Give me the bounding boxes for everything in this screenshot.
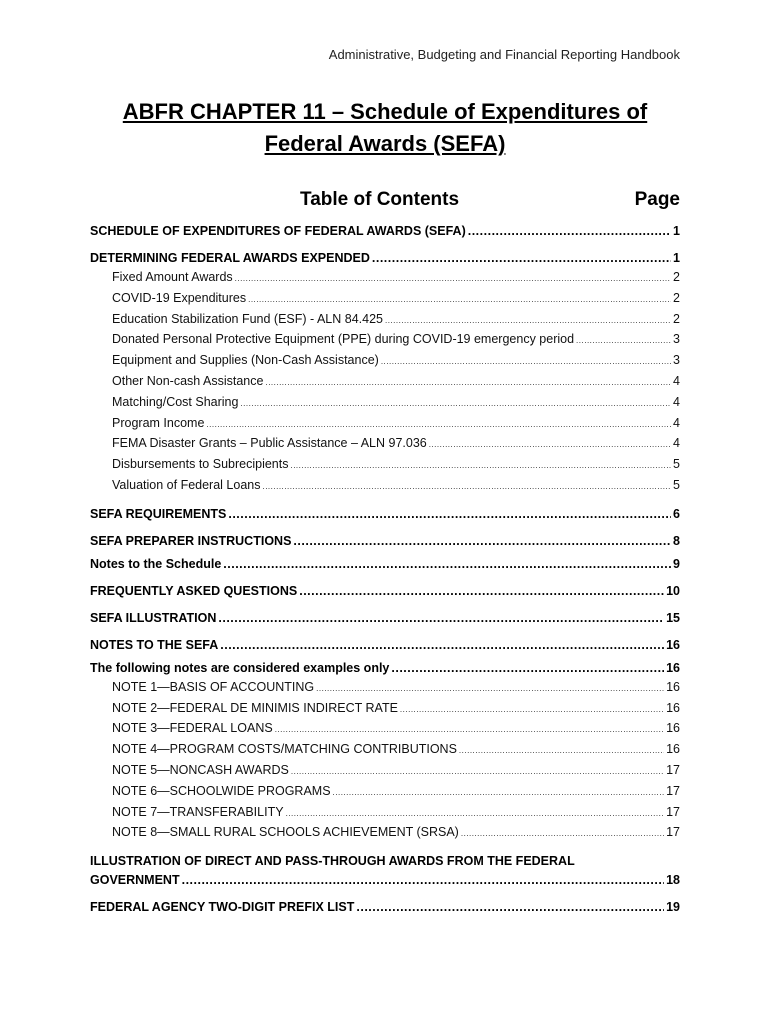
toc-subentry[interactable]: NOTE 6—SCHOOLWIDE PROGRAMS ..... 17 bbox=[90, 782, 680, 803]
toc-page-heading: Page bbox=[634, 189, 680, 210]
toc-subentry[interactable]: Matching/Cost Sharing ..... 4 bbox=[90, 393, 680, 414]
toc-entry[interactable]: NOTES TO THE SEFA ..... 16 bbox=[90, 636, 680, 655]
toc-entry[interactable]: FEDERAL AGENCY TWO-DIGIT PREFIX LIST ..... 19 bbox=[90, 898, 680, 917]
toc-entry-multiline[interactable] bbox=[90, 852, 680, 890]
toc-subentry[interactable]: Valuation of Federal Loans ..... 5 bbox=[90, 476, 680, 497]
toc-subentry[interactable]: NOTE 8—SMALL RURAL SCHOOLS ACHIEVEMENT (SRSA) ..... 17 bbox=[90, 823, 680, 844]
toc-entry[interactable]: SEFA PREPARER INSTRUCTIONS ..... 8 bbox=[90, 532, 680, 551]
toc-subentry[interactable]: Fixed Amount Awards ..... 2 bbox=[90, 268, 680, 289]
toc-entry[interactable]: SCHEDULE OF EXPENDITURES OF FEDERAL AWARDS (SEFA) ..... 1 bbox=[90, 222, 680, 241]
toc-subentry[interactable]: Disbursements to Subrecipients ..... 5 bbox=[90, 455, 680, 476]
toc-subentry[interactable]: Donated Personal Protective Equipment (PPE) during COVID-19 emergency period ..... 3 bbox=[90, 330, 680, 351]
chapter-title-line-1: ABFR CHAPTER 11 – Schedule of Expenditures of bbox=[122, 99, 648, 124]
toc-entry[interactable]: DETERMINING FEDERAL AWARDS EXPENDED ..... 1 bbox=[90, 249, 680, 268]
chapter-title bbox=[0, 96, 770, 160]
toc-entry[interactable]: The following notes are considered examples only ..... 16 bbox=[90, 659, 680, 678]
toc-subentry[interactable]: NOTE 1—BASIS OF ACCOUNTING ..... 16 bbox=[90, 678, 680, 699]
running-header: Administrative, Budgeting and Financial Reporting Handbook bbox=[328, 47, 680, 62]
toc-subentry[interactable]: FEMA Disaster Grants – Public Assistance – ALN 97.036 ..... 4 bbox=[90, 434, 680, 455]
table-of-contents bbox=[90, 222, 680, 917]
toc-subentry[interactable]: NOTE 4—PROGRAM COSTS/MATCHING CONTRIBUTIONS ..... 16 bbox=[90, 740, 680, 761]
toc-entry-line-2: GOVERNMENT bbox=[90, 873, 180, 888]
toc-subentry[interactable]: NOTE 3—FEDERAL LOANS ..... 16 bbox=[90, 719, 680, 740]
toc-subentry[interactable]: NOTE 5—NONCASH AWARDS ..... 17 bbox=[90, 761, 680, 782]
toc-entry[interactable]: SEFA ILLUSTRATION ..... 15 bbox=[90, 609, 680, 628]
toc-entry[interactable]: FREQUENTLY ASKED QUESTIONS ..... 10 bbox=[90, 582, 680, 601]
toc-subentry[interactable]: Equipment and Supplies (Non-Cash Assistance) ..... 3 bbox=[90, 351, 680, 372]
chapter-title-line-2: Federal Awards (SEFA) bbox=[264, 131, 506, 156]
toc-entry[interactable]: SEFA REQUIREMENTS ..... 6 bbox=[90, 505, 680, 524]
toc-subentry[interactable]: NOTE 7—TRANSFERABILITY ..... 17 bbox=[90, 803, 680, 824]
toc-subentry[interactable]: Program Income ..... 4 bbox=[90, 414, 680, 435]
toc-entry-line-1: ILLUSTRATION OF DIRECT AND PASS-THROUGH AWARDS FROM THE FEDERAL bbox=[90, 854, 575, 869]
toc-entry[interactable]: Notes to the Schedule ..... 9 bbox=[90, 555, 680, 574]
toc-heading-label: Table of Contents bbox=[300, 189, 460, 210]
toc-subentry[interactable]: NOTE 2—FEDERAL DE MINIMIS INDIRECT RATE ..... 16 bbox=[90, 699, 680, 720]
toc-subentry[interactable]: Education Stabilization Fund (ESF) - ALN 84.425 ..... 2 bbox=[90, 310, 680, 331]
toc-subentry[interactable]: Other Non-cash Assistance ..... 4 bbox=[90, 372, 680, 393]
toc-page-number: 18 bbox=[666, 873, 680, 888]
toc-subentry[interactable]: COVID-19 Expenditures ..... 2 bbox=[90, 289, 680, 310]
